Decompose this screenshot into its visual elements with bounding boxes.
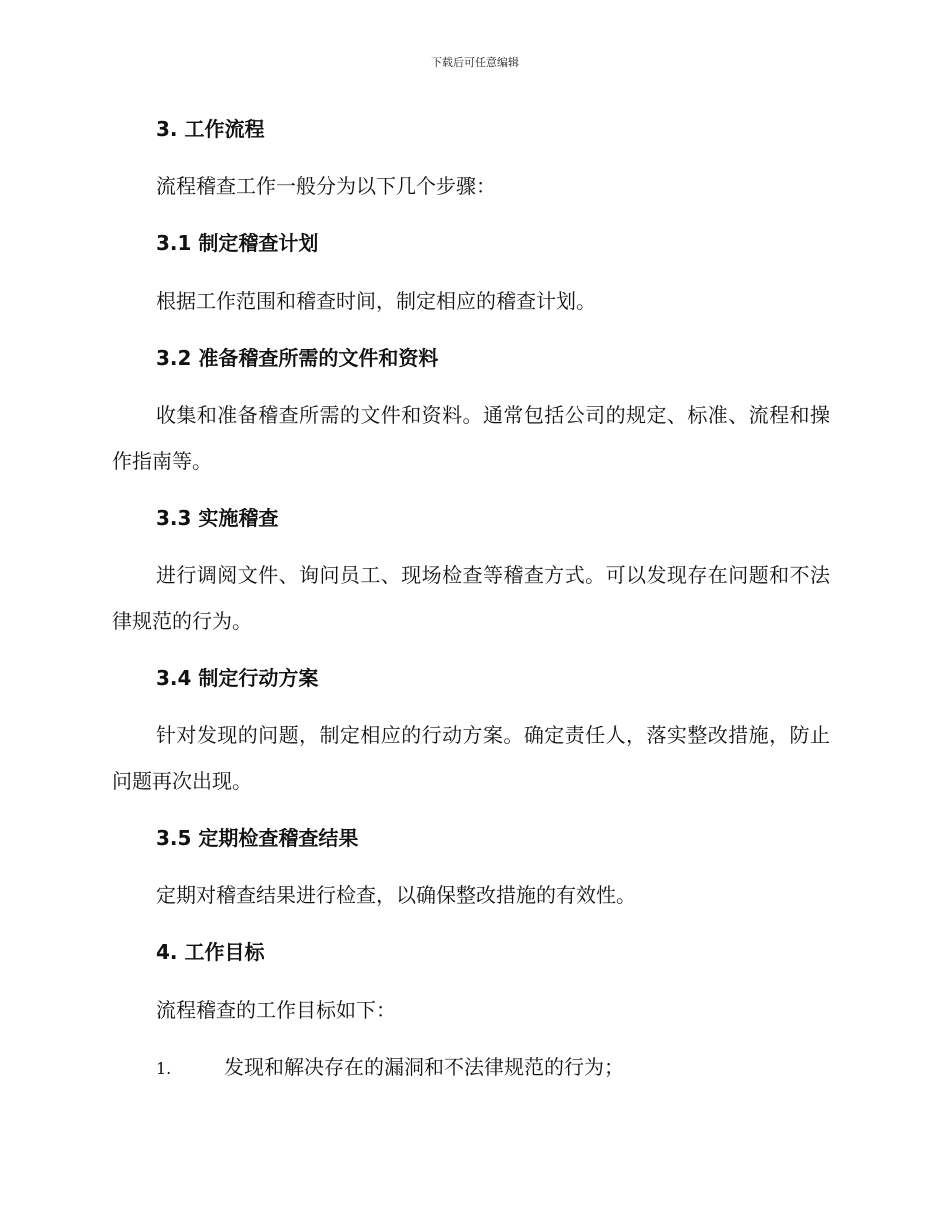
- paragraph-3-2: 收集和准备稽查所需的文件和资料。通常包括公司的规定、标准、流程和操作指南等。: [112, 403, 830, 473]
- section-heading-3-3: 3.3 实施稽查: [156, 506, 279, 530]
- section-heading-3-1: 3.1 制定稽查计划: [156, 231, 319, 255]
- section-heading-3: 3. 工作流程: [156, 117, 265, 141]
- paragraph-3-4: 针对发现的问题，制定相应的行动方案。确定责任人，落实整改措施，防止问题再次出现。: [112, 723, 830, 793]
- section-heading-4: 4. 工作目标: [156, 940, 265, 964]
- list-item: [156, 1055, 624, 1081]
- paragraph-intro: 流程稽查工作一般分为以下几个步骤：: [156, 174, 496, 198]
- list-item-text: 发现和解决存在的漏洞和不法律规范的行为；: [224, 1055, 624, 1079]
- paragraph-3-5: 定期对稽查结果进行检查，以确保整改措施的有效性。: [156, 883, 636, 907]
- list-item-number: 1.: [156, 1059, 172, 1078]
- paragraph-3-1: 根据工作范围和稽查时间，制定相应的稽查计划。: [156, 289, 596, 313]
- paragraph-3-3: 进行调阅文件、询问员工、现场检查等稽查方式。可以发现存在问题和不法律规范的行为。: [112, 563, 830, 633]
- header-note: 下载后可任意编辑: [431, 56, 519, 69]
- paragraph-4: 流程稽查的工作目标如下：: [156, 998, 396, 1022]
- section-heading-3-5: 3.5 定期检查稽查结果: [156, 826, 359, 850]
- section-heading-3-2: 3.2 准备稽查所需的文件和资料: [156, 346, 439, 370]
- section-heading-3-4: 3.4 制定行动方案: [156, 666, 319, 690]
